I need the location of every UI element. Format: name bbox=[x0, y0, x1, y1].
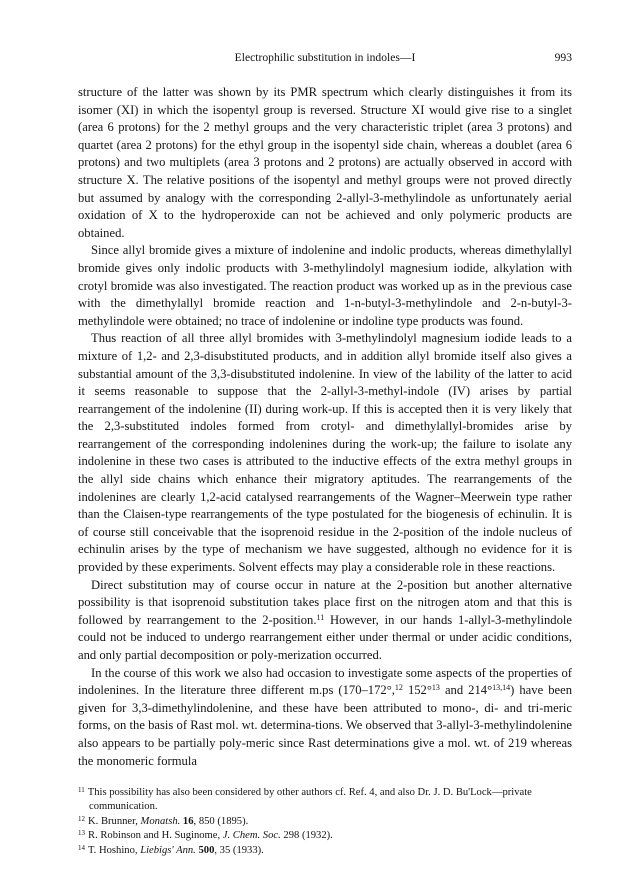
footnote-11 bbox=[78, 786, 572, 815]
footnote-author: R. Robinson and H. Suginome, bbox=[88, 830, 223, 842]
footnote-pages: 298 (1932). bbox=[280, 830, 333, 842]
citation-ref-11: 11 bbox=[316, 612, 325, 622]
footnotes bbox=[78, 786, 572, 858]
footnote-pages: , 35 (1933). bbox=[214, 844, 264, 856]
footnote-journal: Monatsh. bbox=[140, 815, 181, 827]
paragraph-5-text-a: In the course of this work we also had occasion to investigate some aspects of the properties of indolenines. In the literature three different m.ps (170–172°, bbox=[78, 665, 572, 698]
citation-ref-13: 13 bbox=[431, 683, 440, 693]
footnote-14 bbox=[78, 844, 572, 858]
footnote-volume: 500 bbox=[195, 844, 215, 856]
footnote-author: K. Brunner, bbox=[88, 815, 141, 827]
paragraph-1: structure of the latter was shown by its PMR spectrum which clearly distinguishes it from its isomer (XI) in which the isopentyl group is reversed. Structure XI would give rise to a singlet (area 6 protons) for the 2 methyl groups and the very characteristic triplet (area 3 protons) and quartet (area 2 protons) for the ethyl group in the isopentyl side chain, whereas a doublet (area 6 protons) and two multiplets (area 3 protons and 2 protons) are actually observed in accord with structure X. The relative positions of the isopentyl and methyl groups were not proved directly but assumed by analogy with the corresponding 2-allyl-3-methylindole as unfortunately aerial oxidation of X to the hydroperoxide can not be achieved and only polymeric products are obtained. bbox=[78, 85, 572, 240]
footnote-journal: J. Chem. Soc. bbox=[222, 830, 281, 842]
paragraph-5-text-b: 152° bbox=[402, 683, 432, 698]
footnote-number: 11 bbox=[78, 786, 85, 794]
paragraph-4 bbox=[78, 577, 572, 665]
paragraph-3: Thus reaction of all three allyl bromides with 3-methylindolyl magnesium iodide leads to a mixture of 1,2- and 2,3-disubstituted products, and in addition allyl bromide itself also gives a substantial amount of the 3,3-disubstituted indolenine. In view of the lability of the latter to acid it seems reasonable to suppose that the 2-allyl-3-methyl-indole (IV) arises by partial rearrangement of the indolenine (II) during work-up. If this is accepted then it is very likely that the 2,3-substituted indoles formed from crotyl- and dimethylallyl-bromides arise by rearrangement of the corresponding indolenines during the work-up; the failure to isolate any indolenine in these two cases is attributed to the inductive effects of the extra methyl groups in the allyl side chains which enhance their migratory aptitudes. The rearrangements of the indolenines are clearly 1,2-acid catalysed rearrangements of the Wagner–Meerwein type rather than the Claisen-type rearrangements of the type postulated for the biogenesis of echinulin. It is of course still conceivable that the isoprenoid residue in the 2-position of the indole nucleus of echinulin arises by the type of mechanism we have suggested, although no evidence for it is provided by these experiments. Solvent effects may play a considerable role in these reactions. bbox=[78, 331, 572, 575]
footnote-12 bbox=[78, 815, 572, 829]
page-number: 993 bbox=[554, 51, 572, 64]
footnote-number: 12 bbox=[78, 814, 85, 823]
footnote-number: 14 bbox=[78, 843, 85, 852]
footnote-13 bbox=[78, 829, 572, 843]
footnote-number: 13 bbox=[78, 829, 85, 838]
paragraph-2: Since allyl bromide gives a mixture of indolenine and indolic products, whereas dimethylallyl bromide gives only indolic products with 3-methylindolyl magnesium iodide, alkylation with crotyl bromide was also investigated. The reaction product was worked up as in the previous case with the dimethylallyl bromide reaction and 1-n-butyl-3-methylindole and 2-n-butyl-3-methylindole were obtained; no trace of indolenine or indoline type products was found. bbox=[78, 243, 572, 328]
footnote-journal: Liebigs' Ann. bbox=[140, 844, 196, 856]
footnote-text: This possibility has also been considered by other authors cf. Ref. 4, and also Dr. J. D. Bu'Lock—private communication. bbox=[87, 787, 532, 813]
running-header bbox=[78, 51, 572, 67]
footnote-volume: 16 bbox=[180, 815, 194, 827]
citation-ref-12: 12 bbox=[394, 683, 403, 693]
paragraph-5-text-c: and 214° bbox=[439, 683, 493, 698]
footnote-author: T. Hoshino, bbox=[88, 844, 141, 856]
body-text bbox=[78, 84, 572, 770]
paragraph-4-text-b: However, in our hands 1-allyl-3-methylindole could not be induced to undergo rearrangement either under thermal or under acidic conditions, and only partial decomposition or poly-merization occurred. bbox=[78, 612, 572, 662]
paragraph-5-text-d: ) have been given for 3,3-dimethylindolenine, and these have been attributed to mono-, di- and tri-meric forms, on the basis of Rast mol. wt. determina-tions. We observed that 3-allyl-3-methylindolenine also appears to be partially poly-meric since Rast determinations give a mol. wt. of 219 whereas the monomeric formula bbox=[78, 683, 572, 768]
footnote-pages: , 850 (1895). bbox=[193, 815, 249, 827]
paragraph-5 bbox=[78, 665, 572, 771]
paragraph-4-text-a: Direct substitution may of course occur in nature at the 2-position but another alternative possibility is that isoprenoid substitution takes place first on the nitrogen atom and that this is followed by rearrangement to the 2-position. bbox=[78, 577, 572, 627]
running-title: Electrophilic substitution in indoles—I bbox=[234, 51, 416, 64]
citation-ref-13-14: 13,14 bbox=[492, 683, 511, 693]
